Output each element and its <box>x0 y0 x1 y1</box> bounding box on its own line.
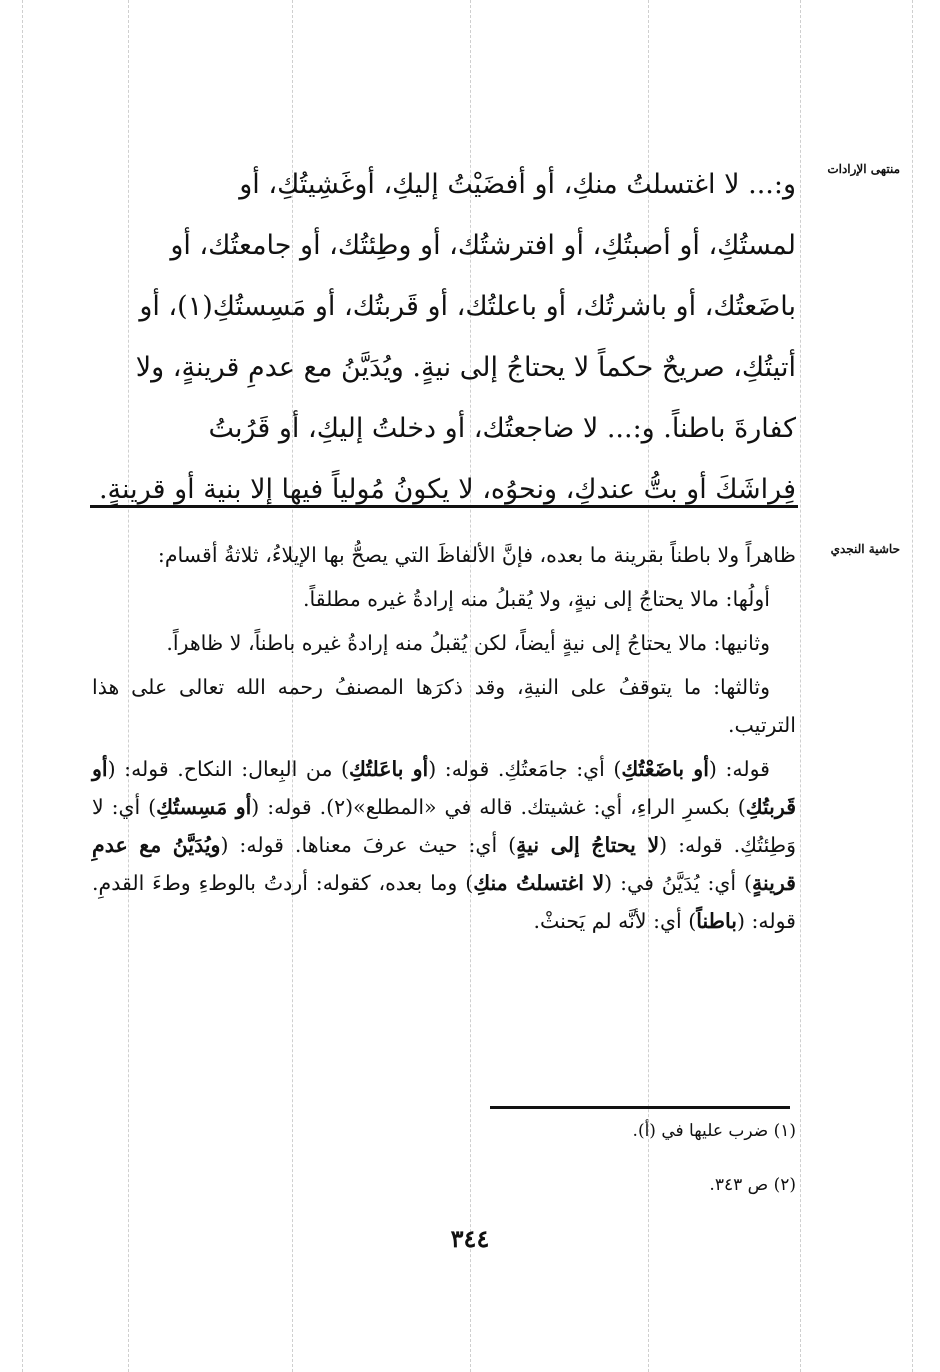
matn-line: كفارةَ باطناً. و:... لا ضاجعتُك، أو دخلتُ إليكِ، أو قَرُبتُ <box>208 413 796 444</box>
scan-guide-line <box>22 0 23 1372</box>
footnote: (٢) ص ٣٤٣. <box>709 1175 796 1195</box>
hashiya-paragraph: وثالثها: ما يتوقفُ على النيةِ، وقد ذكرَها المصنفُ رحمه الله تعالى على هذا الترتيب. <box>92 675 796 737</box>
matn-line: لمستُكِ، أو أصبتُكِ، أو افترشتُك، أو وطِئتُك، أو جامعتُك، أو <box>170 230 796 261</box>
commentary-text: ) من البِعال: النكاح. قوله: ( <box>107 757 350 781</box>
matn-line: باضَعتُك، أو باشرتُك، أو باعلتُك، أو قَربتُك، أو مَسِستُكِ(١)، أو <box>139 291 796 322</box>
matn-text-block <box>96 154 796 520</box>
commentary-text: ) أي: لأنَّه لم يَحنثْ. <box>533 909 697 933</box>
hashiya-commentary-paragraph <box>92 750 796 940</box>
footnotes-block <box>96 1120 796 1228</box>
matn-source-label: منتهى الإرادات <box>827 162 900 176</box>
quoted-term: أو مَسِستُكِ <box>156 795 252 819</box>
page-number: ٣٤٤ <box>450 1224 490 1253</box>
footnote-divider-rule <box>490 1106 790 1109</box>
commentary-text: قوله: ( <box>708 757 770 781</box>
matn-line: و:... لا اغتسلتُ منكِ، أو أفضَيْتُ إليكِ، أوغَشِيتُكِ، أو <box>239 169 796 200</box>
matn-line: فِراشَكَ أو بتُّ عندكِ، ونحوُه، لا يكونُ مُولياً فيها إلا بنية أو قرينةٍ. <box>98 474 796 505</box>
commentary-text: ) وما بعده، كقوله: أردتُ بالوطءِ وطءَ القدمِ. قوله: ( <box>92 871 796 933</box>
matn-line: أتيتُكِ، صريحٌ حكماً لا يحتاجُ إلى نيةٍ. ويُدَيَّنُ مع عدمِ قرينةٍ، ولا <box>135 352 796 383</box>
hashiya-paragraph: وثانيها: مالا يحتاجُ إلى نيةٍ أيضاً، لكن يُقبلُ منه إرادةُ غيره باطناً، لا ظاهراً. <box>166 631 770 655</box>
commentary-text: ) أي: لا وَطِئتُكِ. قوله: ( <box>92 795 797 857</box>
quoted-term: لا اغتسلتُ منكِ <box>473 871 605 895</box>
quoted-term: أو باضَعْتُكِ <box>621 757 709 781</box>
commentary-text: ) أي: يُدَيَّنُ في: ( <box>604 871 752 895</box>
hashiya-text-block <box>92 536 796 946</box>
scan-guide-line <box>912 0 913 1372</box>
commentary-text: ) بكسرِ الراءِ، أي: غشيتك. قاله في «المطلع»(٢). قوله: ( <box>251 795 746 819</box>
quoted-term: أو قَربتُكِ <box>92 757 796 819</box>
matn-divider-rule <box>90 505 798 508</box>
commentary-text: ) أي: حيث عرفَ معناها. قوله: ( <box>220 833 517 857</box>
hashiya-paragraph: أولُها: مالا يحتاجُ إلى نيةٍ، ولا يُقبلُ منه إرادةُ غيره مطلقاً. <box>302 587 770 611</box>
footnote: (١) ضرب عليها في (أ). <box>632 1121 796 1141</box>
scan-guide-line <box>800 0 801 1372</box>
quoted-term: باطناً <box>696 909 737 933</box>
quoted-term: أو باعَلتُكِ <box>349 757 429 781</box>
quoted-term: لا يحتاجُ إلى نيةٍ <box>516 833 660 857</box>
quoted-term: ويُدَيَّنُ مع عدمِ قرينةٍ <box>92 833 796 895</box>
hashiya-source-label: حاشية النجدي <box>830 542 900 556</box>
commentary-text: ) أي: جامَعتُكِ. قوله: ( <box>428 757 622 781</box>
hashiya-paragraph: ظاهراً ولا باطناً بقرينة ما بعده، فإنَّ الألفاظَ التي يصحُّ بها الإيلاءُ، ثلاثةُ أقسام: <box>157 543 796 567</box>
